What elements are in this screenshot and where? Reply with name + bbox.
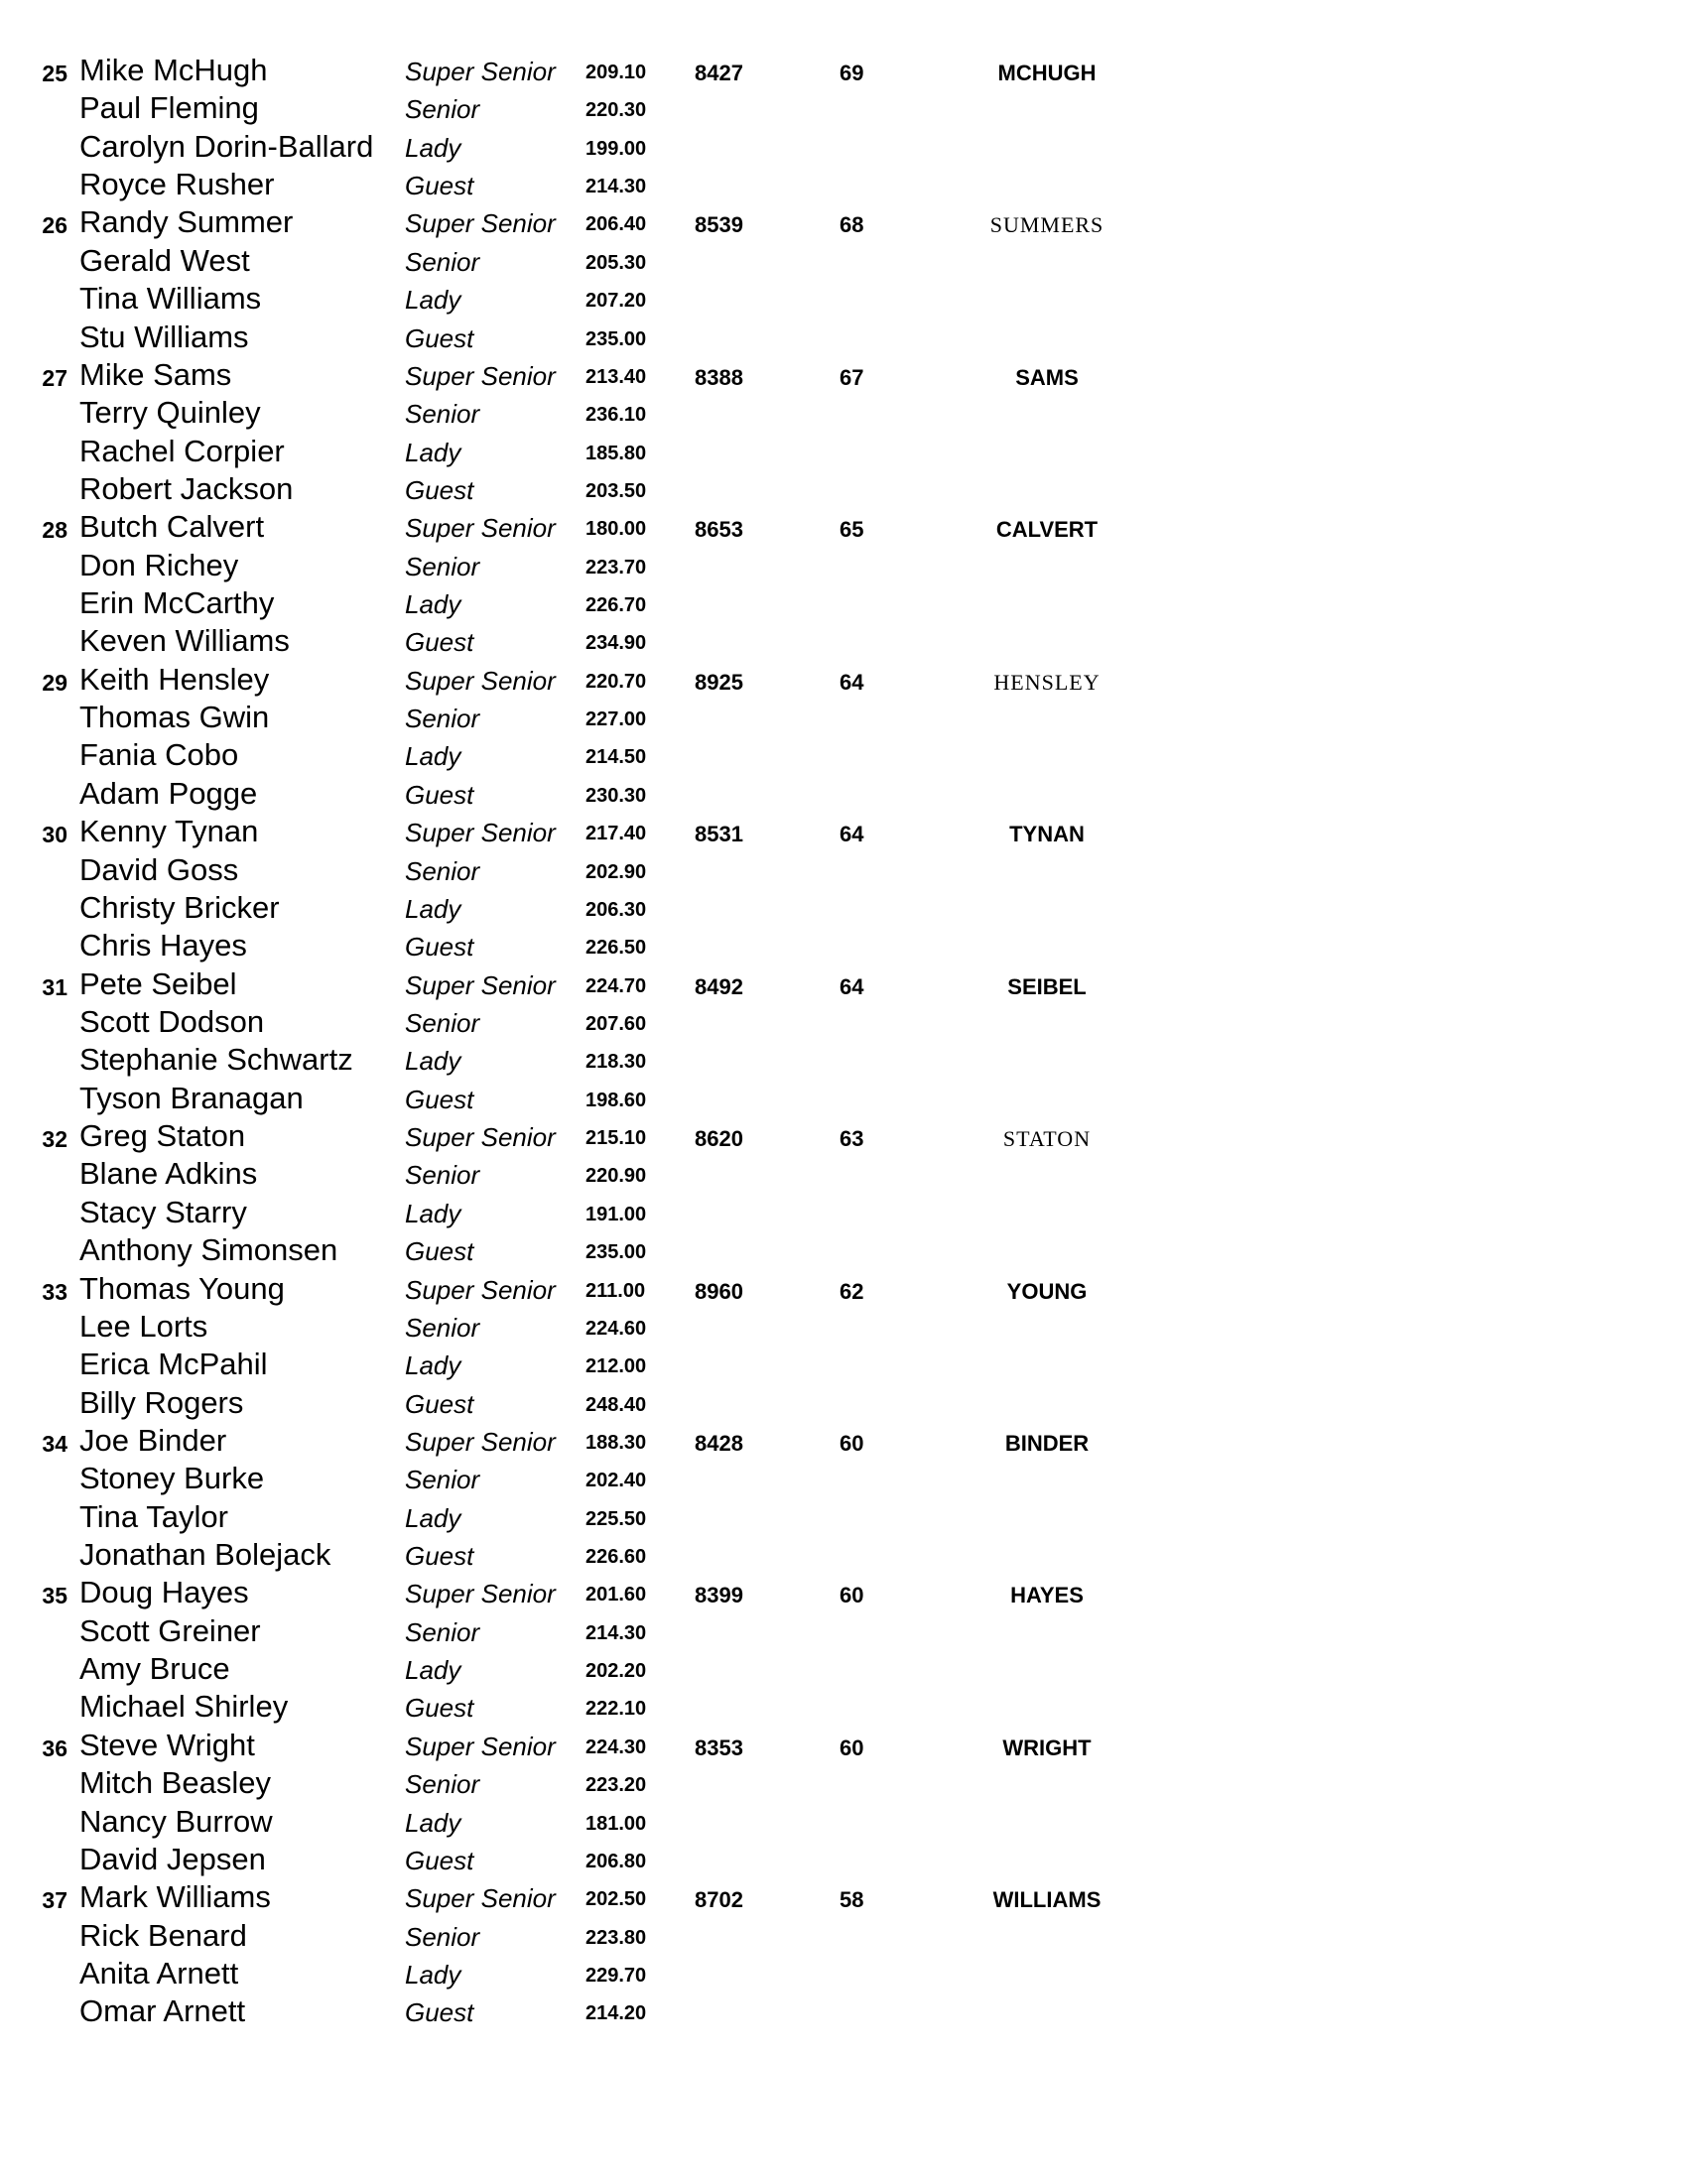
player-score: 226.60 xyxy=(585,1546,647,1569)
player-name: Mike Sams xyxy=(79,356,232,392)
player-score: 185.80 xyxy=(585,442,647,464)
player-score: 214.50 xyxy=(585,746,647,769)
player-row xyxy=(0,52,1687,89)
player-row xyxy=(0,584,1687,622)
team-points: 64 xyxy=(840,669,864,695)
player-score: 206.40 xyxy=(585,213,647,236)
player-row xyxy=(0,1536,1687,1574)
player-row xyxy=(0,1917,1687,1955)
player-score: 220.90 xyxy=(585,1165,647,1188)
player-division: Super Senior xyxy=(405,1274,556,1305)
team-number: 32 xyxy=(42,1126,67,1153)
player-score: 198.60 xyxy=(585,1089,647,1111)
team-name: TYNAN xyxy=(1009,822,1085,847)
player-row xyxy=(0,775,1687,813)
team-block xyxy=(0,1574,1687,1726)
player-name: Stoney Burke xyxy=(79,1461,265,1496)
team-block xyxy=(0,1270,1687,1422)
player-division: Super Senior xyxy=(405,57,556,86)
player-score: 206.30 xyxy=(585,898,647,921)
standings-sheet xyxy=(0,52,1687,2031)
team-points: 65 xyxy=(840,517,864,543)
player-division: Guest xyxy=(405,1845,474,1875)
player-score: 188.30 xyxy=(585,1431,647,1454)
team-block xyxy=(0,1727,1687,1878)
player-division: Senior xyxy=(405,1160,480,1191)
player-division: Senior xyxy=(405,1921,480,1952)
player-row xyxy=(0,280,1687,318)
player-score: 235.00 xyxy=(585,1241,647,1264)
player-division: Senior xyxy=(405,246,480,277)
player-name: Thomas Gwin xyxy=(79,700,270,735)
team-name: SAMS xyxy=(1015,364,1079,390)
player-score: 199.00 xyxy=(585,137,647,160)
player-division: Guest xyxy=(405,322,474,353)
player-name: Randy Summer xyxy=(79,204,294,240)
team-name: SUMMERS xyxy=(989,212,1104,238)
player-name: Butch Calvert xyxy=(79,509,265,545)
player-row xyxy=(0,813,1687,850)
player-row xyxy=(0,1194,1687,1231)
team-number: 37 xyxy=(42,1887,67,1914)
player-score: 225.50 xyxy=(585,1507,647,1530)
team-total: 8960 xyxy=(695,1278,743,1304)
player-division: Guest xyxy=(405,627,474,658)
player-division: Super Senior xyxy=(405,818,556,848)
team-points: 68 xyxy=(840,212,864,238)
team-block xyxy=(0,1117,1687,1269)
player-division: Senior xyxy=(405,94,480,125)
player-division: Senior xyxy=(405,399,480,430)
player-name: Rachel Corpier xyxy=(79,433,285,468)
player-score: 180.00 xyxy=(585,518,647,541)
player-name: Christy Bricker xyxy=(79,889,280,925)
player-division: Super Senior xyxy=(405,1579,556,1609)
team-points: 64 xyxy=(840,822,864,847)
team-number: 33 xyxy=(42,1278,67,1305)
player-name: Lee Lorts xyxy=(79,1308,208,1344)
team-name: MCHUGH xyxy=(997,61,1097,85)
player-row xyxy=(0,89,1687,127)
player-score: 230.30 xyxy=(585,784,647,807)
player-score: 202.90 xyxy=(585,860,647,883)
player-name: Fania Cobo xyxy=(79,737,239,773)
player-division: Lady xyxy=(405,741,461,772)
team-block xyxy=(0,356,1687,508)
player-division: Guest xyxy=(405,474,474,505)
player-row xyxy=(0,1878,1687,1916)
player-row xyxy=(0,661,1687,699)
player-row xyxy=(0,1841,1687,1878)
player-row xyxy=(0,736,1687,774)
player-name: Erin McCarthy xyxy=(79,585,275,621)
player-division: Senior xyxy=(405,1616,480,1647)
player-score: 202.20 xyxy=(585,1660,647,1683)
player-name: Michael Shirley xyxy=(79,1689,289,1725)
player-division: Super Senior xyxy=(405,513,556,544)
player-row xyxy=(0,927,1687,964)
player-division: Lady xyxy=(405,893,461,924)
team-total: 8925 xyxy=(695,669,743,695)
player-row xyxy=(0,508,1687,546)
player-division: Guest xyxy=(405,1388,474,1419)
player-row xyxy=(0,1574,1687,1611)
team-points: 60 xyxy=(840,1734,864,1760)
team-block xyxy=(0,965,1687,1117)
player-name: Nancy Burrow xyxy=(79,1803,273,1839)
team-number: 34 xyxy=(42,1430,67,1457)
player-name: Mike McHugh xyxy=(79,53,268,87)
player-row xyxy=(0,1498,1687,1536)
player-score: 224.70 xyxy=(585,974,647,997)
player-name: Joe Binder xyxy=(79,1422,227,1458)
team-number: 31 xyxy=(42,973,67,1000)
player-score: 236.10 xyxy=(585,404,647,427)
player-division: Lady xyxy=(405,1502,461,1533)
player-row xyxy=(0,851,1687,889)
player-row xyxy=(0,319,1687,356)
team-number: 29 xyxy=(42,669,67,696)
team-name: SEIBEL xyxy=(1007,973,1087,999)
player-score: 201.60 xyxy=(585,1584,647,1606)
player-score: 224.60 xyxy=(585,1317,647,1340)
player-division: Lady xyxy=(405,1655,461,1686)
player-division: Lady xyxy=(405,132,461,163)
team-name: YOUNG xyxy=(1006,1278,1088,1304)
player-name: Adam Pogge xyxy=(79,775,258,811)
player-name: Scott Dodson xyxy=(79,1003,265,1039)
team-number: 36 xyxy=(42,1734,67,1761)
player-score: 214.20 xyxy=(585,2002,647,2025)
player-row xyxy=(0,242,1687,280)
player-name: Jonathan Bolejack xyxy=(79,1537,331,1573)
team-total: 8428 xyxy=(695,1430,743,1456)
player-score: 220.70 xyxy=(585,670,647,693)
player-name: Steve Wright xyxy=(79,1727,255,1762)
player-score: 206.80 xyxy=(585,1850,647,1872)
player-score: 212.00 xyxy=(585,1355,647,1378)
player-division: Senior xyxy=(405,1312,480,1343)
player-name: Stu Williams xyxy=(79,319,249,354)
player-score: 234.90 xyxy=(585,632,647,655)
team-number: 25 xyxy=(42,61,67,86)
player-name: Tyson Branagan xyxy=(79,1080,304,1115)
player-division: Senior xyxy=(405,855,480,886)
player-name: Doug Hayes xyxy=(79,1575,249,1610)
player-name: Royce Rusher xyxy=(79,167,275,202)
player-row xyxy=(0,356,1687,394)
player-row xyxy=(0,1992,1687,2030)
player-division: Super Senior xyxy=(405,1731,556,1761)
player-division: Senior xyxy=(405,551,480,581)
player-row xyxy=(0,1612,1687,1650)
team-name: WILLIAMS xyxy=(992,1887,1102,1913)
team-points: 60 xyxy=(840,1583,864,1608)
player-row xyxy=(0,1270,1687,1308)
player-row xyxy=(0,1650,1687,1688)
player-name: Amy Bruce xyxy=(79,1651,230,1687)
player-division: Senior xyxy=(405,704,480,734)
player-name: Robert Jackson xyxy=(79,470,294,506)
player-name: Erica McPahil xyxy=(79,1347,268,1382)
player-row xyxy=(0,1041,1687,1079)
player-row xyxy=(0,1080,1687,1117)
player-score: 181.00 xyxy=(585,1812,647,1835)
player-row xyxy=(0,166,1687,203)
player-row xyxy=(0,433,1687,470)
team-points: 69 xyxy=(840,61,864,85)
player-name: Chris Hayes xyxy=(79,928,247,964)
player-row xyxy=(0,1764,1687,1802)
player-name: Carolyn Dorin-Ballard xyxy=(79,128,374,164)
player-row xyxy=(0,203,1687,241)
team-number: 26 xyxy=(42,212,67,239)
player-division: Guest xyxy=(405,1541,474,1572)
player-score: 220.30 xyxy=(585,99,647,122)
player-score: 203.50 xyxy=(585,479,647,502)
player-row xyxy=(0,699,1687,736)
player-score: 223.20 xyxy=(585,1774,647,1797)
player-division: Lady xyxy=(405,1350,461,1381)
team-points: 60 xyxy=(840,1430,864,1456)
player-name: Paul Fleming xyxy=(79,90,259,126)
team-points: 64 xyxy=(840,973,864,999)
player-row xyxy=(0,547,1687,584)
team-total: 8388 xyxy=(695,364,743,390)
player-division: Lady xyxy=(405,437,461,467)
player-row xyxy=(0,128,1687,166)
team-block xyxy=(0,52,1687,203)
player-row xyxy=(0,1422,1687,1460)
player-division: Senior xyxy=(405,1769,480,1800)
player-division: Senior xyxy=(405,1007,480,1038)
team-name: BINDER xyxy=(1004,1430,1090,1456)
player-row xyxy=(0,1117,1687,1155)
team-total: 8620 xyxy=(695,1126,743,1152)
team-total: 8353 xyxy=(695,1734,743,1760)
player-name: Billy Rogers xyxy=(79,1384,244,1420)
player-score: 215.10 xyxy=(585,1127,647,1150)
player-name: Blane Adkins xyxy=(79,1156,258,1192)
player-score: 202.40 xyxy=(585,1470,647,1492)
team-name: WRIGHT xyxy=(1002,1734,1092,1760)
player-division: Lady xyxy=(405,1046,461,1077)
team-points: 58 xyxy=(840,1887,864,1913)
player-name: David Jepsen xyxy=(79,1841,266,1876)
player-division: Super Senior xyxy=(405,969,556,1000)
player-row xyxy=(0,1231,1687,1269)
player-row xyxy=(0,394,1687,432)
team-total: 8531 xyxy=(695,822,743,847)
player-row xyxy=(0,470,1687,508)
player-row xyxy=(0,1384,1687,1422)
player-division: Super Senior xyxy=(405,360,556,391)
team-total: 8427 xyxy=(695,61,743,85)
player-name: Terry Quinley xyxy=(79,395,261,431)
player-division: Lady xyxy=(405,589,461,620)
player-score: 202.50 xyxy=(585,1888,647,1911)
player-division: Super Senior xyxy=(405,1426,556,1457)
player-score: 217.40 xyxy=(585,823,647,845)
player-division: Super Senior xyxy=(405,665,556,696)
player-score: 248.40 xyxy=(585,1393,647,1416)
team-name: HAYES xyxy=(1010,1583,1084,1608)
player-score: 209.10 xyxy=(585,62,647,83)
player-score: 207.60 xyxy=(585,1012,647,1035)
team-block xyxy=(0,203,1687,355)
player-score: 223.80 xyxy=(585,1926,647,1949)
player-division: Senior xyxy=(405,1465,480,1495)
team-name: HENSLEY xyxy=(993,669,1101,695)
player-score: 226.50 xyxy=(585,937,647,960)
player-name: Rick Benard xyxy=(79,1917,247,1953)
team-block xyxy=(0,813,1687,964)
player-score: 213.40 xyxy=(585,365,647,388)
player-name: David Goss xyxy=(79,851,239,887)
player-name: Anita Arnett xyxy=(79,1955,239,1991)
player-name: Tina Taylor xyxy=(79,1498,228,1534)
player-score: 207.20 xyxy=(585,290,647,313)
player-score: 211.00 xyxy=(585,1279,646,1302)
player-name: Scott Greiner xyxy=(79,1612,261,1648)
player-name: Anthony Simonsen xyxy=(79,1232,338,1268)
player-row xyxy=(0,1308,1687,1346)
player-division: Lady xyxy=(405,1198,461,1228)
player-score: 226.70 xyxy=(585,594,647,617)
player-row xyxy=(0,1955,1687,1992)
player-row xyxy=(0,1003,1687,1041)
team-total: 8653 xyxy=(695,517,743,543)
player-name: Mitch Beasley xyxy=(79,1765,271,1801)
player-division: Guest xyxy=(405,932,474,963)
player-name: Tina Williams xyxy=(79,281,262,317)
player-row xyxy=(0,889,1687,927)
player-division: Super Senior xyxy=(405,208,556,239)
player-name: Greg Staton xyxy=(79,1118,246,1154)
player-name: Stephanie Schwartz xyxy=(79,1042,353,1078)
player-division: Super Senior xyxy=(405,1883,556,1914)
player-score: 218.30 xyxy=(585,1051,647,1074)
team-number: 35 xyxy=(42,1583,67,1609)
player-name: Stacy Starry xyxy=(79,1194,247,1229)
player-name: Keven Williams xyxy=(79,623,290,659)
player-score: 214.30 xyxy=(585,176,647,198)
player-division: Lady xyxy=(405,1959,461,1990)
team-block xyxy=(0,508,1687,660)
player-division: Guest xyxy=(405,779,474,810)
player-score: 214.30 xyxy=(585,1621,647,1644)
player-name: Gerald West xyxy=(79,242,250,278)
player-name: Don Richey xyxy=(79,547,239,582)
team-total: 8492 xyxy=(695,973,743,999)
team-number: 28 xyxy=(42,517,67,544)
team-block xyxy=(0,661,1687,813)
player-score: 223.70 xyxy=(585,556,647,578)
player-score: 205.30 xyxy=(585,251,647,274)
team-total: 8702 xyxy=(695,1887,743,1913)
team-points: 62 xyxy=(840,1278,864,1304)
team-points: 67 xyxy=(840,364,864,390)
player-row xyxy=(0,1155,1687,1193)
player-row xyxy=(0,1727,1687,1764)
player-score: 222.10 xyxy=(585,1698,647,1721)
player-score: 224.30 xyxy=(585,1735,647,1758)
player-name: Pete Seibel xyxy=(79,965,237,1001)
player-score: 235.00 xyxy=(585,327,647,350)
team-number: 30 xyxy=(42,822,67,848)
player-division: Guest xyxy=(405,1236,474,1267)
player-name: Omar Arnett xyxy=(79,1993,246,2029)
player-division: Guest xyxy=(405,1693,474,1724)
player-division: Guest xyxy=(405,1084,474,1114)
player-name: Mark Williams xyxy=(79,1879,271,1915)
player-name: Keith Hensley xyxy=(79,661,270,697)
team-total: 8399 xyxy=(695,1583,743,1608)
player-division: Guest xyxy=(405,171,474,201)
team-points: 63 xyxy=(840,1126,864,1152)
player-row xyxy=(0,1346,1687,1383)
player-row xyxy=(0,622,1687,660)
player-score: 227.00 xyxy=(585,708,647,731)
team-block xyxy=(0,1422,1687,1574)
player-name: Thomas Young xyxy=(79,1270,285,1306)
player-score: 229.70 xyxy=(585,1964,647,1987)
player-row xyxy=(0,965,1687,1003)
player-row xyxy=(0,1688,1687,1726)
team-block xyxy=(0,1878,1687,2030)
player-score: 191.00 xyxy=(585,1203,647,1225)
team-total: 8539 xyxy=(695,212,743,238)
player-row xyxy=(0,1460,1687,1497)
player-division: Guest xyxy=(405,1997,474,2028)
player-division: Super Senior xyxy=(405,1122,556,1153)
team-name: CALVERT xyxy=(995,517,1099,543)
player-division: Lady xyxy=(405,1807,461,1838)
player-division: Lady xyxy=(405,285,461,316)
team-number: 27 xyxy=(42,364,67,391)
player-name: Kenny Tynan xyxy=(79,814,259,849)
team-name: STATON xyxy=(1002,1126,1092,1152)
player-row xyxy=(0,1803,1687,1841)
